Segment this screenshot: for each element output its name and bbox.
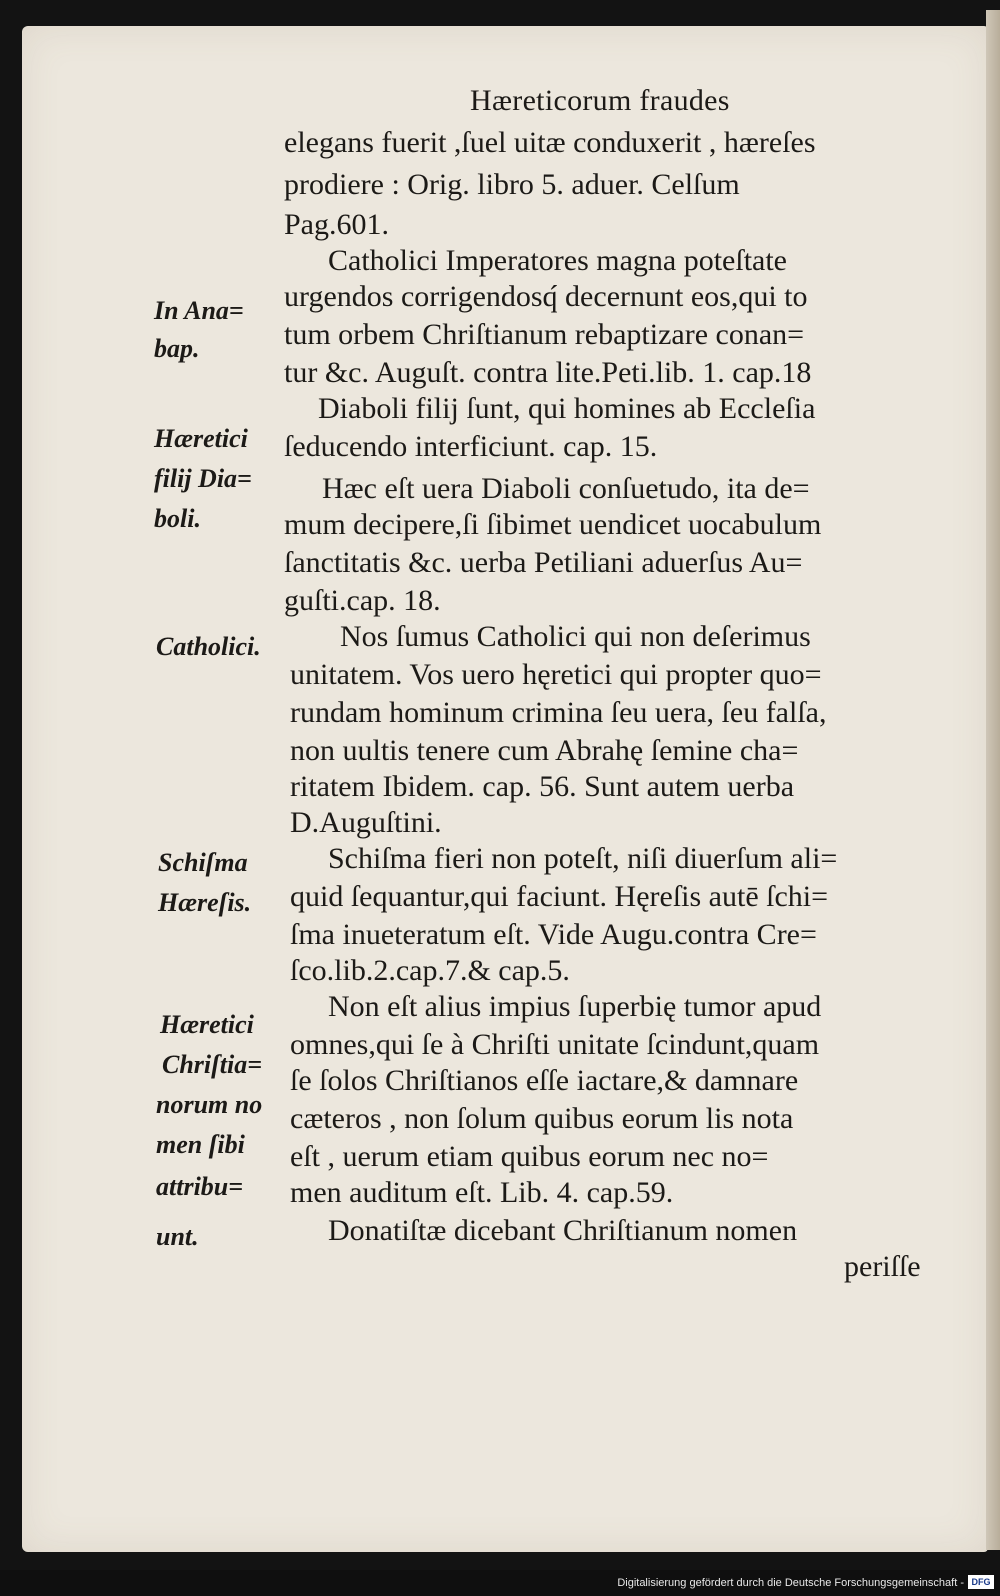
margin-note: Chriſtia=: [162, 1050, 263, 1079]
text-line: guſti.cap. 18.: [284, 584, 441, 617]
text-line: elegans fuerit ,ſuel uitæ conduxerit , hæreſes: [284, 126, 816, 159]
margin-note: attribu=: [156, 1172, 244, 1201]
text-line: ſe ſolos Chriſtianos eſſe iactare,& damnare: [290, 1064, 799, 1097]
text-line: rundam hominum crimina ſeu uera, ſeu falſa,: [290, 696, 827, 729]
text-line: Catholici Imperatores magna poteſtate: [328, 244, 787, 277]
text-line: ritatem Ibidem. cap. 56. Sunt autem uerba: [290, 770, 795, 803]
text-line: ſeducendo interficiunt. cap. 15.: [284, 430, 658, 463]
text-line: Non eſt alius impius ſuperbię tumor apud: [328, 990, 822, 1023]
margin-note: norum no: [156, 1090, 263, 1119]
page-edge: [986, 10, 1000, 1550]
margin-note: Hæretici: [154, 424, 248, 453]
text-line: tur &c. Auguſt. contra lite.Peti.lib. 1. cap.18: [284, 356, 812, 389]
running-header: Hæreticorum fraudes: [470, 84, 730, 117]
margin-note: boli.: [154, 504, 201, 533]
text-line: ſma inueteratum eſt. Vide Augu.contra Cre=: [290, 918, 817, 951]
text-line: mum decipere,ſi ſibimet uendicet uocabulum: [284, 508, 822, 541]
text-line: Hæc eſt uera Diaboli conſuetudo, ita de=: [322, 472, 810, 505]
text-line: quid ſequantur,qui faciunt. Hęreſis autē ſchi=: [290, 880, 829, 913]
text-line: prodiere : Orig. libro 5. aduer. Celſum: [284, 168, 740, 201]
margin-note: Schiſma: [158, 848, 248, 877]
margin-note: men ſibi: [156, 1130, 245, 1159]
text-line: urgendos corrigendosq́ decernunt eos,qui to: [284, 280, 808, 313]
text-line: non uultis tenere cum Abrahę ſemine cha=: [290, 734, 799, 767]
text-line: Nos ſumus Catholici qui non deſerimus: [340, 620, 811, 653]
text-line: Pag.601.: [284, 208, 389, 241]
margin-note: Hæretici: [160, 1010, 254, 1039]
text-line: ſanctitatis &c. uerba Petiliani aduerſus Au=: [284, 546, 803, 579]
text-line: D.Auguſtini.: [290, 806, 442, 839]
text-line: Schiſma fieri non poteſt, niſi diuerſum ali=: [328, 842, 838, 875]
footer-credit: Digitalisierung gefördert durch die Deutsche Forschungsgemeinschaft -: [617, 1577, 964, 1589]
text-line: omnes,qui ſe à Chriſti unitate ſcindunt,quam: [290, 1028, 820, 1061]
margin-note: filij Dia=: [154, 464, 252, 493]
text-line: Diaboli filij ſunt, qui homines ab Eccleſia: [318, 392, 816, 425]
text-line: tum orbem Chriſtianum rebaptizare conan=: [284, 318, 805, 351]
text-line: unitatem. Vos uero hęretici qui propter quo=: [290, 658, 822, 691]
margin-note: unt.: [156, 1222, 199, 1251]
catchword: periſſe: [844, 1250, 921, 1283]
text-line: men auditum eſt. Lib. 4. cap.59.: [290, 1176, 674, 1209]
text-line: eſt , uerum etiam quibus eorum nec no=: [290, 1140, 769, 1173]
text-line: ſco.lib.2.cap.7.& cap.5.: [290, 954, 570, 987]
text-line: cæteros , non ſolum quibus eorum lis nota: [290, 1102, 794, 1135]
dfg-logo: DFG: [968, 1575, 994, 1589]
margin-note: Hæreſis.: [158, 888, 252, 917]
margin-note: Catholici.: [156, 632, 261, 661]
text-line: Donatiſtæ dicebant Chriſtianum nomen: [328, 1214, 798, 1247]
margin-note: In Ana=: [154, 296, 244, 325]
margin-note: bap.: [154, 334, 200, 363]
